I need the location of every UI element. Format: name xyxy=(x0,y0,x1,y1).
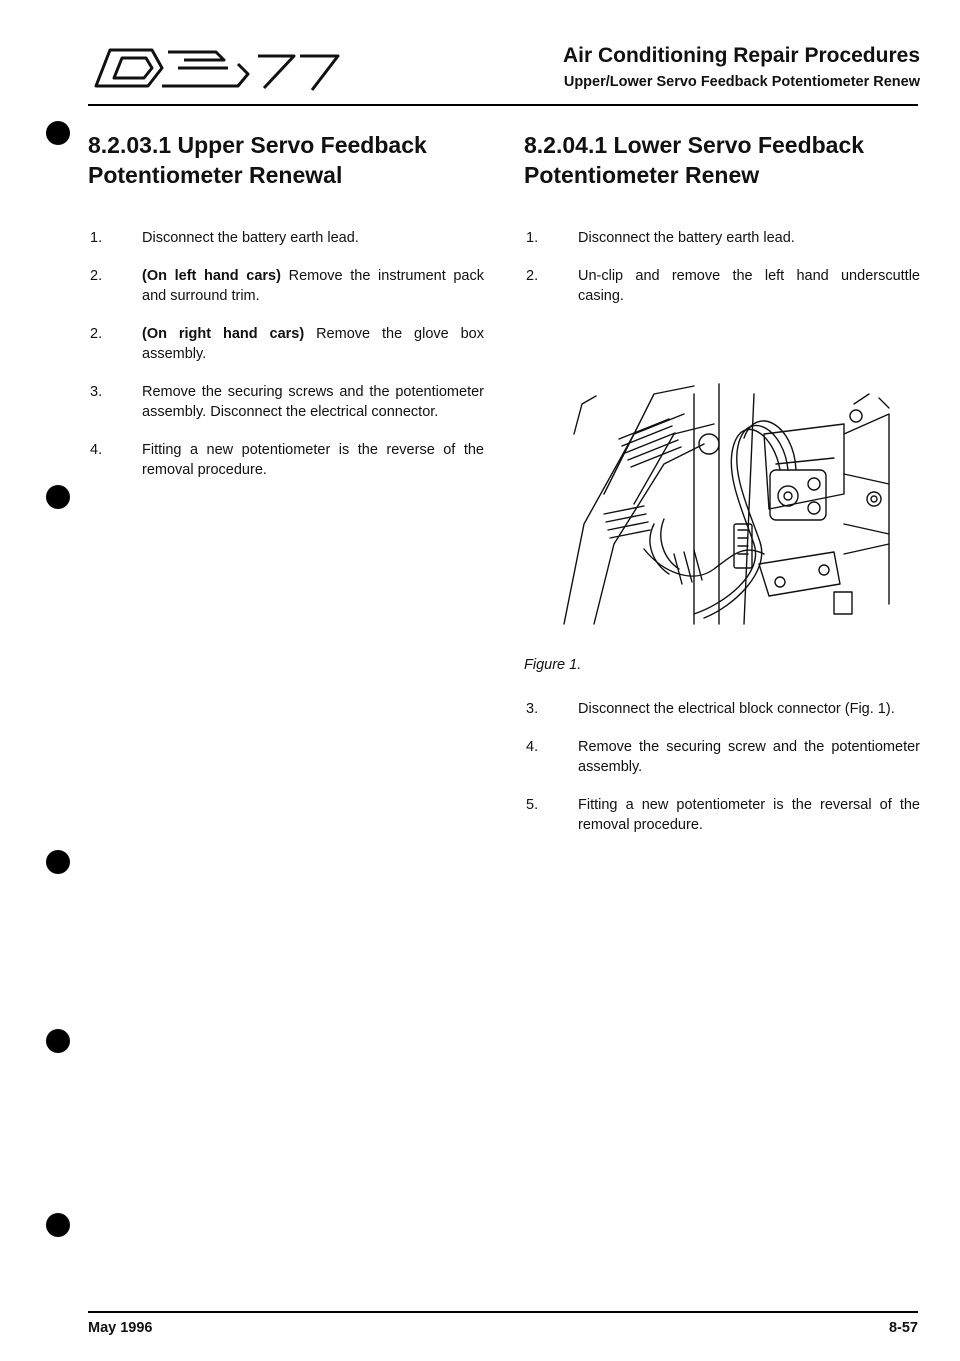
footer-date: May 1996 xyxy=(88,1320,153,1336)
step-body: Disconnect the battery earth lead. xyxy=(142,230,359,246)
header-title: Air Conditioning Repair Procedures xyxy=(562,44,920,67)
procedure-step xyxy=(88,266,484,306)
procedure-step xyxy=(88,228,484,248)
procedure-step xyxy=(524,699,920,719)
binder-hole xyxy=(46,1213,70,1237)
binder-hole xyxy=(46,1029,70,1053)
header-subtitle: Upper/Lower Servo Feedback Potentiometer Renew xyxy=(563,74,920,90)
procedure-step xyxy=(524,795,920,835)
lower-servo-section xyxy=(524,130,920,853)
step-number: 1. xyxy=(90,230,103,246)
procedure-steps xyxy=(524,699,920,835)
binder-hole xyxy=(46,485,70,509)
step-body: Fitting a new potentiometer is the reverse of the removal procedure. xyxy=(142,442,484,478)
upper-servo-section xyxy=(88,130,484,498)
step-number: 4. xyxy=(90,442,103,458)
footer-rule xyxy=(88,1311,918,1313)
header-rule xyxy=(88,104,918,106)
step-text: Disconnect the electrical block connector (Fig. 1). xyxy=(578,701,895,717)
section-heading xyxy=(88,130,484,190)
step-number: 1. xyxy=(526,230,539,246)
procedure-step xyxy=(524,737,920,777)
step-number: 2. xyxy=(526,268,539,284)
procedure-step xyxy=(88,324,484,364)
procedure-step xyxy=(524,228,920,248)
step-body: Remove the instrument pack and surround trim. xyxy=(142,268,484,304)
step-condition: (On right hand cars) xyxy=(142,326,305,342)
heading-line-2: Potentiometer Renewal xyxy=(88,162,343,188)
binder-hole xyxy=(46,121,70,145)
procedure-step xyxy=(88,382,484,422)
heading-line-1: 8.2.04.1 Lower Servo Feedback xyxy=(524,132,865,158)
step-text: Remove the securing screw and the potentiometer assembly. xyxy=(578,739,920,775)
step-text xyxy=(142,324,484,364)
procedure-step xyxy=(524,266,920,306)
step-number: 3. xyxy=(90,384,103,400)
db7-logo xyxy=(88,40,358,96)
step-text xyxy=(142,228,484,248)
step-text: Fitting a new potentiometer is the reversal of the removal procedure. xyxy=(578,797,920,833)
procedure-steps xyxy=(88,228,484,480)
step-number: 5. xyxy=(526,797,539,813)
heading-line-1: 8.2.03.1 Upper Servo Feedback xyxy=(88,132,427,158)
heading-line-2: Potentiometer Renew xyxy=(524,162,760,188)
step-text: Un-clip and remove the left hand underscuttle casing. xyxy=(578,268,920,304)
step-condition: (On left hand cars) xyxy=(142,268,281,284)
binder-hole xyxy=(46,850,70,874)
potentiometer-illustration xyxy=(544,374,904,630)
step-text xyxy=(142,440,484,480)
step-body: Remove the securing screws and the potentiometer assembly. Disconnect the electrical connector. xyxy=(142,384,484,420)
step-body: Remove the glove box assembly. xyxy=(142,326,484,362)
figure-caption: Figure 1. xyxy=(524,657,582,673)
step-text: Disconnect the battery earth lead. xyxy=(578,230,795,246)
step-text xyxy=(142,266,484,306)
step-text xyxy=(142,382,484,422)
step-number: 4. xyxy=(526,739,539,755)
procedure-step xyxy=(88,440,484,480)
step-number: 2. xyxy=(90,326,103,342)
step-number: 2. xyxy=(90,268,103,284)
step-number: 3. xyxy=(526,701,539,717)
page-number: 8-57 xyxy=(888,1320,918,1336)
section-heading xyxy=(524,130,920,190)
procedure-steps xyxy=(524,228,920,306)
